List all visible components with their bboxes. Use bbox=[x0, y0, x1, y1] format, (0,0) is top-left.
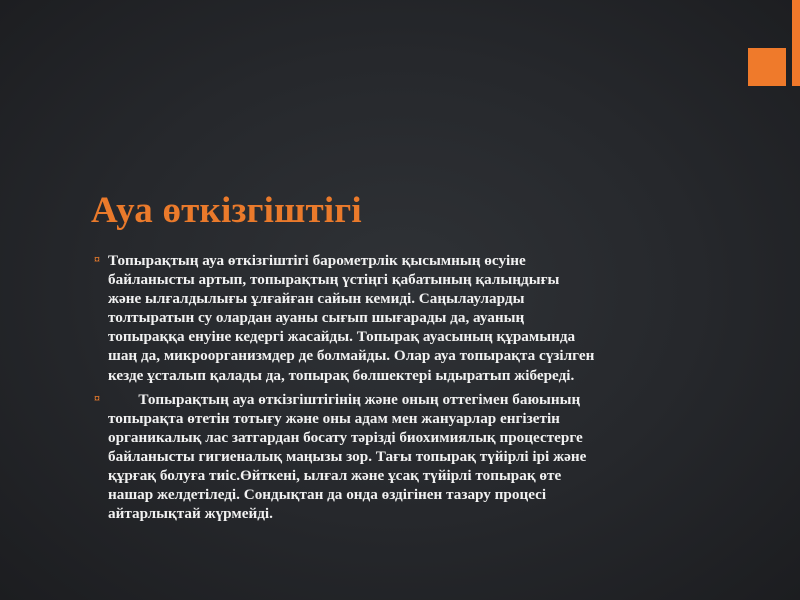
paragraph-1-line: Топырақтың ауа өткізгіштігі барометрлік қысымның өсуіне bbox=[108, 252, 526, 269]
slide-content bbox=[94, 251, 720, 528]
paragraph-1-line: және ылғалдылығы ұлғайған сайын кемиді. Саңылауларды bbox=[108, 290, 525, 308]
paragraph-2-text bbox=[108, 390, 720, 524]
paragraph-2-line: айтарлықтай жүрмейді. bbox=[108, 505, 273, 523]
paragraph-2-line: нашар желдетіледі. Сондықтан да онда өздігінен тазару процесі bbox=[108, 486, 547, 504]
corner-accent-square bbox=[748, 48, 786, 86]
paragraph-1-line: толтыратын су олардан ауаны сығып шығарады да, ауаның bbox=[108, 309, 525, 327]
paragraph-1-line: топыраққа енуіне кедергі жасайды. Топырақ ауасының құрамында bbox=[108, 328, 576, 346]
paragraph-1-line: шаң да, микроорганизмдер де болмайды. Олар ауа топырақта сүзілген bbox=[108, 347, 595, 365]
paragraph-1-text bbox=[108, 251, 720, 385]
paragraph-2-line: байланысты гигиеналық маңызы зор. Тағы топырақ түйірлі ірі және bbox=[108, 447, 587, 465]
bullet-marker-icon: ¤ bbox=[94, 390, 100, 405]
slide-title: Ауа өткізгіштігі bbox=[91, 190, 362, 231]
bullet-paragraph-2 bbox=[94, 390, 720, 524]
paragraph-2-line: құрғақ болуға тиіс.Өйткені, ылғал және ұсақ түйірлі топырақ өте bbox=[108, 467, 562, 485]
paragraph-2-line: органикалық лас затгардан босату тәрізді биохимиялық процестерге bbox=[108, 428, 583, 446]
paragraph-1-line: кезде ұсталып қалады да, топырақ бөлшектері ыдыратып жібереді. bbox=[108, 366, 575, 384]
bullet-marker-icon: ¤ bbox=[94, 252, 100, 266]
paragraph-2-line: топырақта өтетін тотығу және оны адам мен жануарлар енгізетін bbox=[108, 409, 560, 427]
paragraph-2-line: Топырақтың ауа өткізгіштігінің және оның оттегімен баюының bbox=[108, 390, 581, 408]
bullet-paragraph-1 bbox=[94, 251, 720, 385]
paragraph-1-line: байланысты артып, топырақтың үстіңгі қабатының қалыңдығы bbox=[108, 271, 560, 289]
corner-accent-strip bbox=[792, 0, 800, 86]
